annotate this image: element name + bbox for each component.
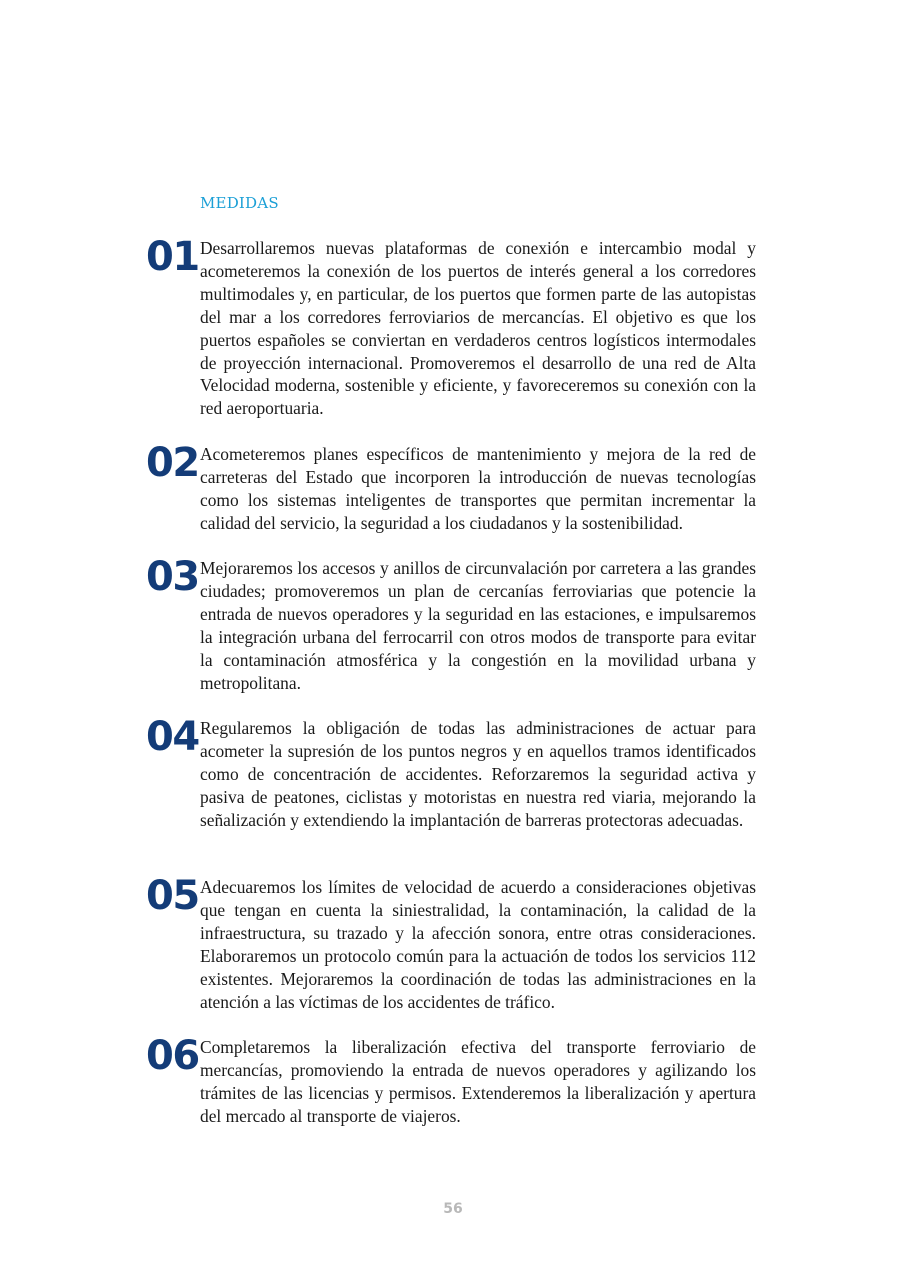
measure-number: 04 xyxy=(146,714,199,760)
measure-item xyxy=(146,554,756,694)
measure-item xyxy=(146,714,756,832)
page-number: 56 xyxy=(443,1201,463,1217)
measure-item xyxy=(146,234,756,420)
measure-number: 02 xyxy=(146,440,199,486)
measure-item xyxy=(146,1033,756,1128)
measure-text: Regularemos la obligación de todas las administraciones de actuar para acometer la supresión de los puntos negros y en aquellos tramos identificados como de concentración de accidentes. Reforzaremos la seguridad activa y pasiva de peatones, ciclistas y motoristas en nuestra red viaria, mejorando la señalización y extendiendo la implantación de barreras protectoras adecuadas. xyxy=(200,718,756,830)
measure-number: 01 xyxy=(146,234,199,280)
section-label: MEDIDAS xyxy=(200,194,279,212)
measure-text: Adecuaremos los límites de velocidad de acuerdo a consideraciones objetivas que tengan en cuenta la siniestralidad, la contaminación, la calidad de la infraestructura, su trazado y la afección sonora, entre otras consideraciones. Elaboraremos un protocolo común para la actuación de todos los servicios 112 existentes. Mejoraremos la coordinación de todas las administraciones en la atención a las víctimas de los accidentes de tráfico. xyxy=(200,877,756,1012)
measure-text: Acometeremos planes específicos de mantenimiento y mejora de la red de carreteras del Estado que incorporen la introducción de nuevas tecnologías como los sistemas inteligentes de transportes que permitan incrementar la calidad del servicio, la seguridad a los ciudadanos y la sostenibilidad. xyxy=(200,444,756,533)
measure-text: Mejoraremos los accesos y anillos de circunvalación por carretera a las grandes ciudades; promoveremos un plan de cercanías ferroviarias que potencie la entrada de nuevos operadores y la seguridad en las estaciones, e impulsaremos la integración urbana del ferrocarril con otros modos de transporte para evitar la contaminación atmosférica y la congestión en la movilidad urbana y metropolitana. xyxy=(200,558,756,693)
measure-item xyxy=(146,440,756,535)
measure-number: 03 xyxy=(146,554,199,600)
measure-number: 05 xyxy=(146,873,199,919)
measure-item xyxy=(146,873,756,1013)
measure-number: 06 xyxy=(146,1033,199,1079)
measure-text: Desarrollaremos nuevas plataformas de conexión e intercambio modal y acometeremos la conexión de los puertos de interés general a los corredores multimodales y, en particular, de los puertos que formen parte de las autopistas del mar a los corredores ferroviarios de mercancías. El objetivo es que los puertos españoles se conviertan en verdaderos centros logísticos intermodales de proyección internacional. Promoveremos el desarrollo de una red de Alta Velocidad moderna, sostenible y eficiente, y favoreceremos su conexión con la red aeroportuaria. xyxy=(200,238,756,419)
measure-text: Completaremos la liberalización efectiva del transporte ferroviario de mercancías, promoviendo la entrada de nuevos operadores y agilizando los trámites de las licencias y permisos. Extenderemos la liberalización y apertura del mercado al transporte de viajeros. xyxy=(200,1037,756,1126)
